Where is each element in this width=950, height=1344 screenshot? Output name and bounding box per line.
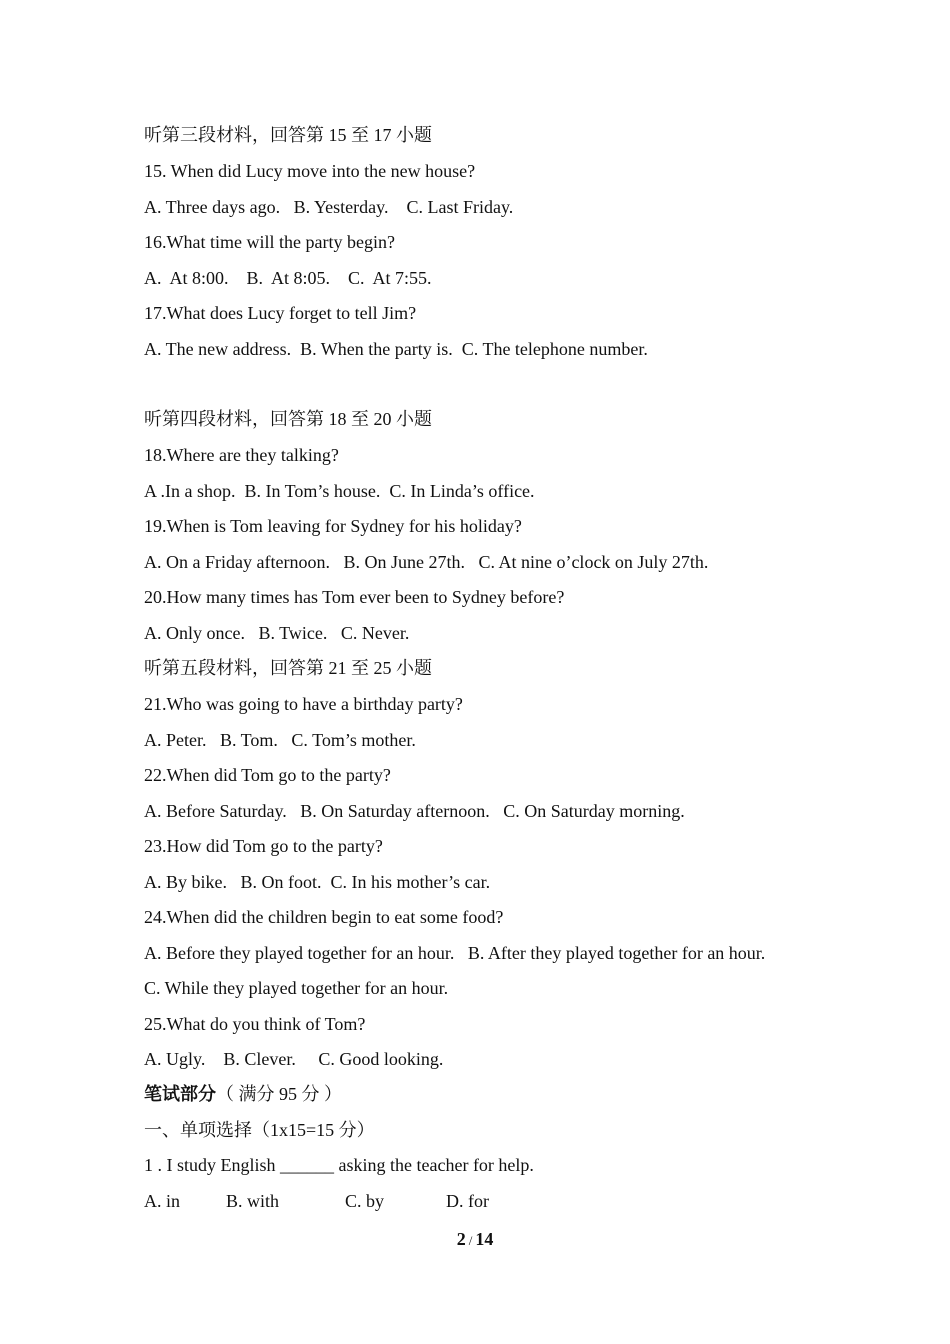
option-a: A. in	[144, 1191, 180, 1211]
question-22: 22.When did Tom go to the party?	[144, 765, 391, 785]
written-part-label: 笔试部分	[144, 1084, 216, 1104]
question-15: 15. When did Lucy move into the new house?	[144, 161, 476, 181]
question-19: 19.When is Tom leaving for Sydney for his holiday?	[144, 516, 522, 536]
options-15: A. Three days ago. B. Yesterday. C. Last Friday.	[144, 197, 514, 217]
question-25: 25.What do you think of Tom?	[144, 1014, 366, 1034]
option-b: B. with	[226, 1191, 280, 1211]
options-1	[144, 1189, 544, 1213]
section-heading-3: 听第三段材料，回答第 15 至 17 小题	[144, 125, 432, 145]
options-16: A. At 8:00. B. At 8:05. C. At 7:55.	[144, 268, 432, 288]
option-d: D. for	[446, 1191, 489, 1211]
options-25: A. Ugly. B. Clever. C. Good looking.	[144, 1049, 444, 1069]
question-21: 21.Who was going to have a birthday party?	[144, 694, 463, 714]
page-current: 2	[456, 1229, 466, 1249]
question-1: 1 . I study English ______ asking the teacher for help.	[144, 1155, 534, 1175]
question-17: 17.What does Lucy forget to tell Jim?	[144, 303, 417, 323]
options-24-c: C. While they played together for an hour.	[144, 978, 449, 998]
question-23: 23.How did Tom go to the party?	[144, 836, 383, 856]
question-18: 18.Where are they talking?	[144, 445, 339, 465]
page-separator: /	[468, 1233, 473, 1248]
written-part-score: （ 满分 95 分 ）	[216, 1084, 342, 1104]
options-20: A. Only once. B. Twice. C. Never.	[144, 623, 410, 643]
section-heading-5: 听第五段材料，回答第 21 至 25 小题	[144, 658, 432, 678]
options-21: A. Peter. B. Tom. C. Tom’s mother.	[144, 730, 416, 750]
page-total: 14	[475, 1229, 494, 1249]
question-20: 20.How many times has Tom ever been to Sydney before?	[144, 587, 565, 607]
option-c: C. by	[345, 1191, 385, 1211]
section-1-title: 一、单项选择（1x15=15 分）	[144, 1120, 375, 1140]
page-number	[0, 1227, 950, 1253]
options-19: A. On a Friday afternoon. B. On June 27th. C. At nine o’clock on July 27th.	[144, 552, 709, 572]
options-18: A .In a shop. B. In Tom’s house. C. In Linda’s office.	[144, 481, 535, 501]
written-part-heading	[144, 1082, 342, 1106]
options-24-ab: A. Before they played together for an hour. B. After they played together for an hour.	[144, 943, 766, 963]
options-23: A. By bike. B. On foot. C. In his mother’s car.	[144, 872, 491, 892]
options-22: A. Before Saturday. B. On Saturday afternoon. C. On Saturday morning.	[144, 801, 685, 821]
question-16: 16.What time will the party begin?	[144, 232, 395, 252]
options-17: A. The new address. B. When the party is. C. The telephone number.	[144, 339, 648, 359]
question-24: 24.When did the children begin to eat some food?	[144, 907, 504, 927]
section-heading-4: 听第四段材料，回答第 18 至 20 小题	[144, 409, 432, 429]
